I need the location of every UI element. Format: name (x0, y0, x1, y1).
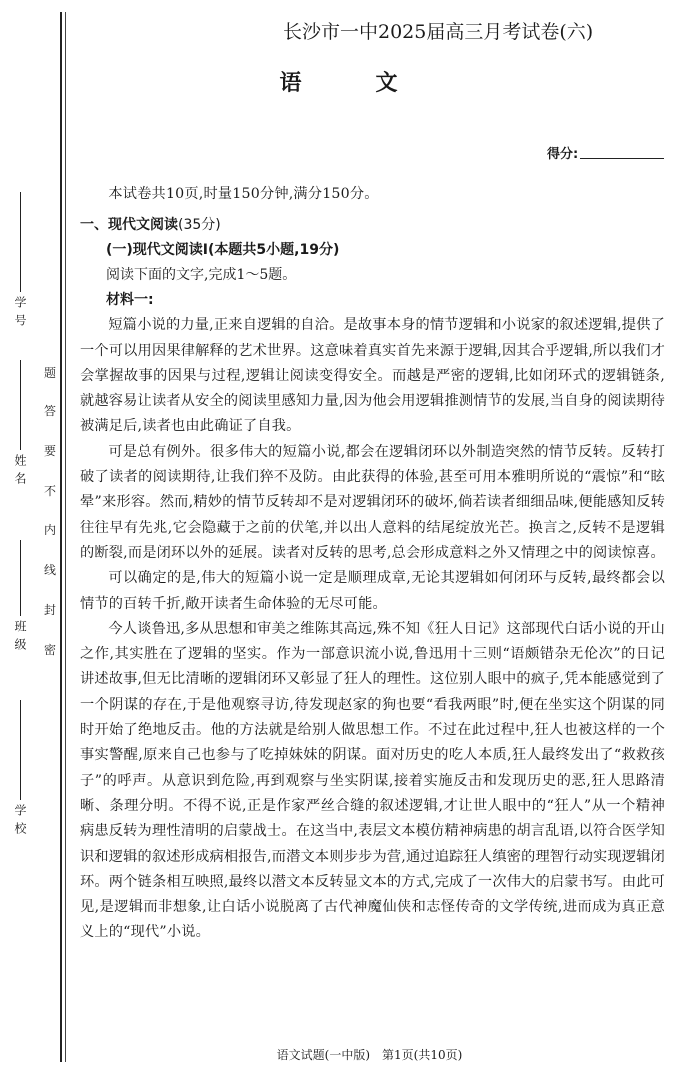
passage-paragraph: 短篇小说的力量,正来自逻辑的自洽。是故事本身的情节逻辑和小说家的叙述逻辑,提供了一个可以用因果律解释的艺术世界。这意味着真实首先来源于逻辑,因其合乎逻辑,所以我们才会掌握故事的因果与过程,逻辑让阅读变得安全。而越是严密的逻辑,比如闭环式的逻辑链条,就越容易让读者从安全的阅读里感知力量,因为他会用逻辑推测情节的发展,当自身的阅读期待被满足后,读者也由此确证了自我。 (80, 317, 665, 435)
section-title: 一、现代文阅读 (80, 217, 178, 234)
seal-char: 答 (44, 404, 57, 418)
passage-paragraph: 可以确定的是,伟大的短篇小说一定是顺理成章,无论其逻辑如何闭环与反转,最终都会以情节的百转千折,敞开读者生命体验的无尽可能。 (80, 570, 665, 612)
score-input-line[interactable] (580, 158, 664, 159)
section-heading (80, 213, 665, 238)
school-line[interactable] (20, 700, 21, 800)
name-field[interactable] (12, 360, 29, 490)
subsection-heading: (一)现代文阅读Ⅰ(本题共5小题,19分) (106, 242, 340, 259)
school-field[interactable] (12, 700, 29, 840)
seal-char: 封 (44, 603, 57, 617)
score-label: 得分: (547, 147, 579, 162)
exam-instructions: 本试卷共10页,时量150分钟,满分150分。 (108, 186, 379, 202)
material-label: 材料一: (106, 292, 154, 309)
class-label: 班级 (13, 620, 27, 656)
student-id-line[interactable] (20, 192, 21, 292)
binding-line-inner (65, 12, 66, 1062)
seal-char: 密 (44, 643, 57, 657)
binding-line-outer (60, 12, 62, 1062)
exam-content (80, 178, 665, 946)
name-label: 姓名 (13, 454, 27, 490)
student-id-field[interactable] (12, 192, 29, 332)
seal-char: 不 (44, 484, 57, 498)
reading-instruction: 阅读下面的文字,完成1～5题。 (106, 267, 297, 284)
seal-char: 内 (44, 523, 57, 537)
page-footer: 语文试题(一中版) 第1页(共10页) (276, 1048, 463, 1062)
seal-char: 线 (44, 563, 57, 577)
seal-char: 要 (44, 444, 57, 458)
student-id-label: 学号 (13, 296, 27, 332)
passage-paragraph: 今人谈鲁迅,多从思想和审美之维陈其高远,殊不知《狂人日记》这部现代白话小说的开山之作,其实胜在了逻辑的坚实。作为一部意识流小说,鲁迅用十三则“语颇错杂无伦次”的日记讲述故事,但无比清晰的逻辑闭环又彰显了狂人的理性。这位别人眼中的疯子,凭本能感觉到了一个阴谋的存在,于是他观察寻访,待发现赵家的狗也要“看我两眼”时,便在坐实这个阴谋的同时开始了绝地反击。他的方法就是给别人做思想工作。不过在此过程中,狂人也被这样的一个事实警醒,原来自己也参与了吃掉妹妹的阴谋。面对历史的吃人本质,狂人最终发出了“救救孩子”的呼声。从意识到危险,再到观察与坐实阴谋,接着实施反击和发现历史的恶,狂人思路清晰、条理分明。不得不说,正是作家严丝合缝的叙述逻辑,才让世人眼中的“狂人”从一个精神病患反转为理性清明的启蒙战士。在这当中,表层文本模仿精神病患的胡言乱语,以符合医学知识和逻辑的叙述形成病相报告,而潜文本则步步为营,通过追踪狂人缜密的理智行动实现逻辑闭环。两个链条相互映照,最终以潜文本反转显文本的方式,完成了一次伟大的启蒙书写。由此可见,是逻辑而非想象,让白话小说脱离了古代神魔仙侠和志怪传奇的文学传统,进而成为真正意义上的“现代”小说。 (80, 620, 665, 941)
seal-char: 题 (44, 366, 57, 380)
exam-title: 长沙市一中2025届高三月考试卷(六) (283, 21, 594, 43)
school-label: 学校 (13, 804, 27, 840)
subject-title: 语 文 (279, 71, 424, 96)
name-line[interactable] (20, 360, 21, 450)
section-score: (35分) (178, 217, 221, 234)
class-line[interactable] (20, 540, 21, 616)
passage-paragraph: 可是总有例外。很多伟大的短篇小说,都会在逻辑闭环以外制造突然的情节反转。反转打破了读者的阅读期待,让我们猝不及防。由此获得的体验,甚至可用本雅明所说的“震惊”和“眩晕”来形容。然而,精妙的情节反转却不是对逻辑闭环的破坏,倘若读者细细品味,便能感知反转往往早有先兆,它会隐藏于之前的伏笔,并以出人意料的结尾绽放光芒。换言之,反转不是逻辑的断裂,而是闭环以外的延展。读者对反转的思考,总会形成意料之外又情理之中的阅读惊喜。 (80, 443, 665, 561)
class-field[interactable] (12, 540, 29, 656)
